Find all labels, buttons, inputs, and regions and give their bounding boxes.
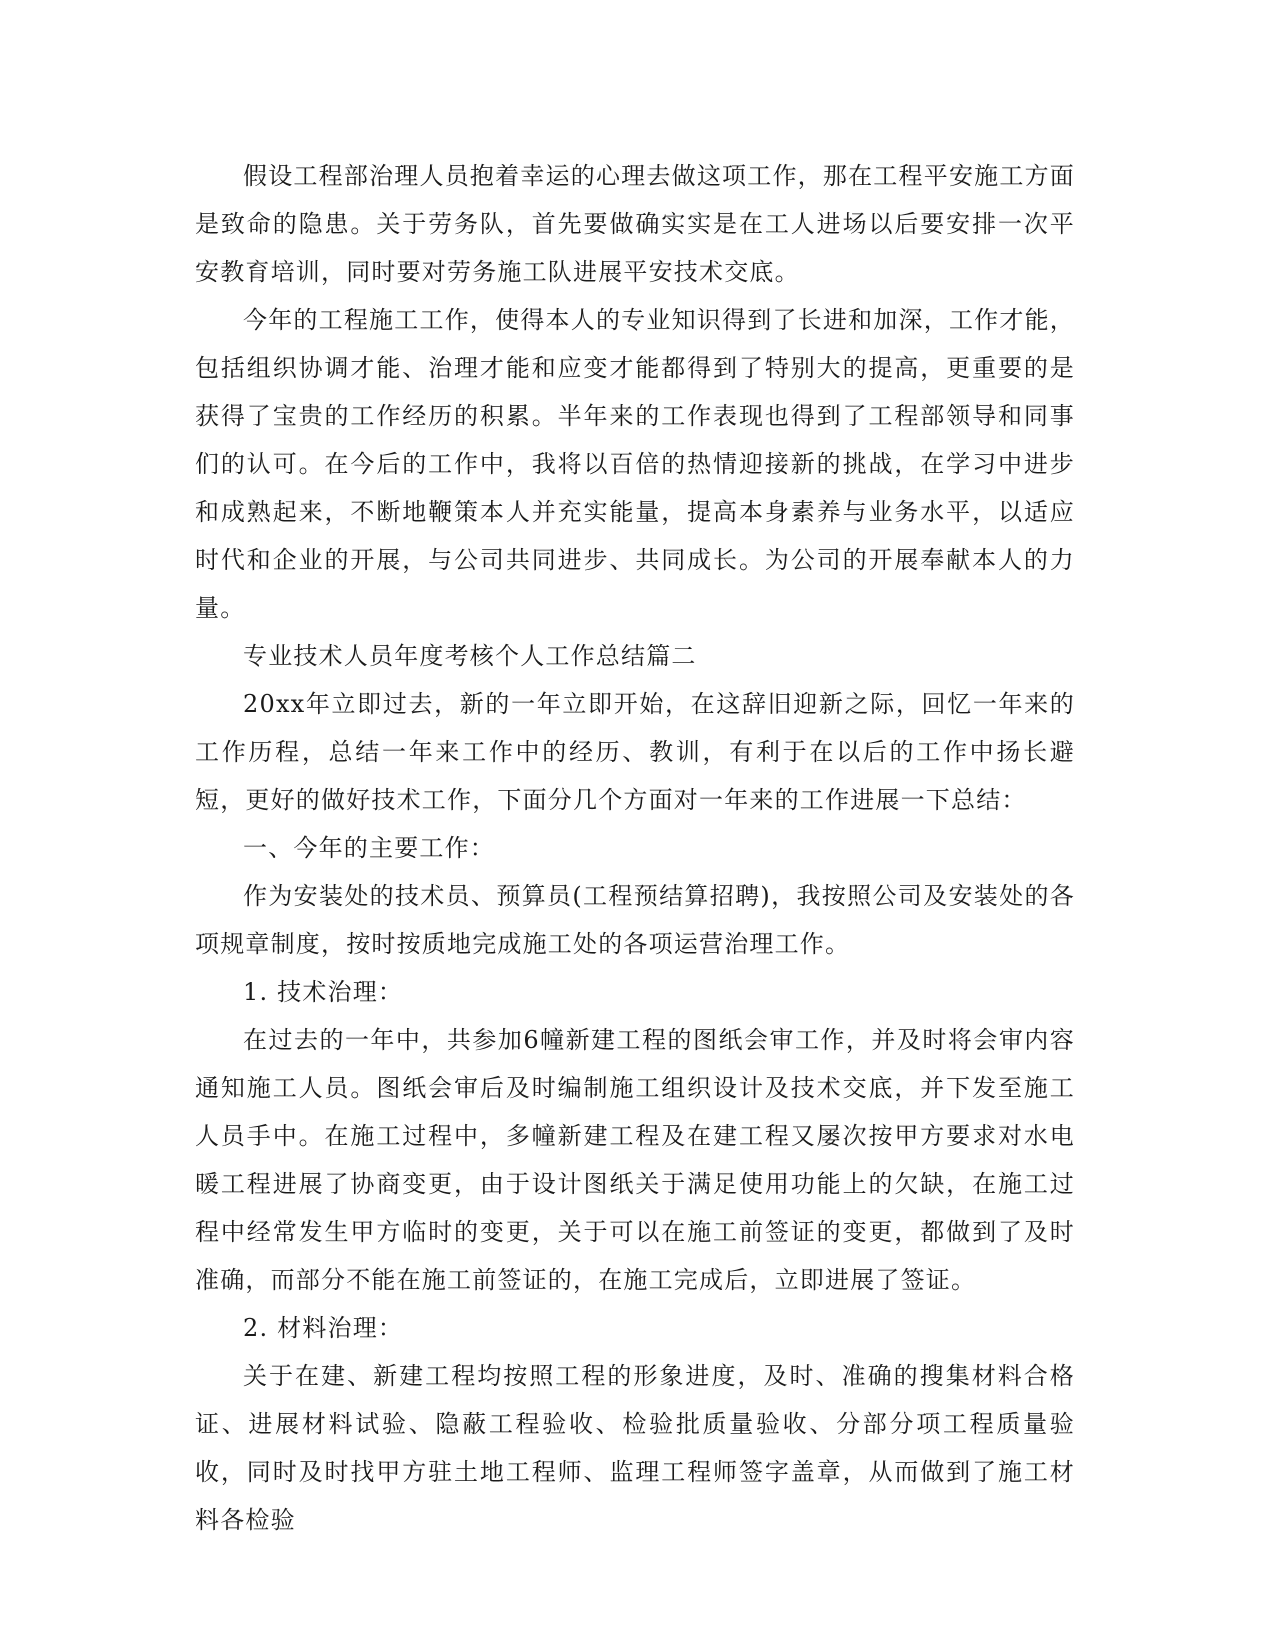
paragraph: 作为安装处的技术员、预算员(工程预结算招聘)，我按照公司及安装处的各项规章制度，按时按质地完成施工处的各项运营治理工作。: [195, 882, 1075, 958]
subheading: 1. 技术治理：: [243, 978, 404, 1006]
paragraph: 在过去的一年中，共参加6幢新建工程的图纸会审工作，并及时将会审内容通知施工人员。图纸会审后及时编制施工组织设计及技术交底，并下发至施工人员手中。在施工过程中，多幢新建工程及在建工程又屡次按甲方要求对水电暖工程进展了协商变更，由于设计图纸关于满足使用功能上的欠缺，在施工过程中经常发生甲方临时的变更，关于可以在施工前签证的变更，都做到了及时准确，而部分不能在施工前签证的，在施工完成后，立即进展了签证。: [195, 1026, 1075, 1294]
paragraph: 假设工程部治理人员抱着幸运的心理去做这项工作，那在工程平安施工方面是致命的隐患。关于劳务队，首先要做确实实是在工人进场以后要安排一次平安教育培训，同时要对劳务施工队进展平安技术交底。: [195, 162, 1075, 286]
paragraph: 今年的工程施工工作，使得本人的专业知识得到了长进和加深，工作才能，包括组织协调才能、治理才能和应变才能都得到了特别大的提高，更重要的是获得了宝贵的工作经历的积累。半年来的工作表现也得到了工程部领导和同事们的认可。在今后的工作中，我将以百倍的热情迎接新的挑战，在学习中进步和成熟起来，不断地鞭策本人并充实能量，提高本身素养与业务水平，以适应时代和企业的开展，与公司共同进步、共同成长。为公司的开展奉献本人的力量。: [195, 306, 1075, 622]
document-body: [195, 152, 1075, 1544]
section-heading: 专业技术人员年度考核个人工作总结篇二: [243, 642, 697, 670]
subheading: 一、今年的主要工作：: [243, 834, 495, 862]
paragraph: 关于在建、新建工程均按照工程的形象进度，及时、准确的搜集材料合格证、进展材料试验、隐蔽工程验收、检验批质量验收、分部分项工程质量验收，同时及时找甲方驻土地工程师、监理工程师签字盖章，从而做到了施工材料各检验: [195, 1362, 1075, 1534]
subheading: 2. 材料治理：: [243, 1314, 404, 1342]
paragraph: 20xx年立即过去，新的一年立即开始，在这辞旧迎新之际，回忆一年来的工作历程，总结一年来工作中的经历、教训，有利于在以后的工作中扬长避短，更好的做好技术工作，下面分几个方面对一年来的工作进展一下总结：: [195, 690, 1075, 814]
